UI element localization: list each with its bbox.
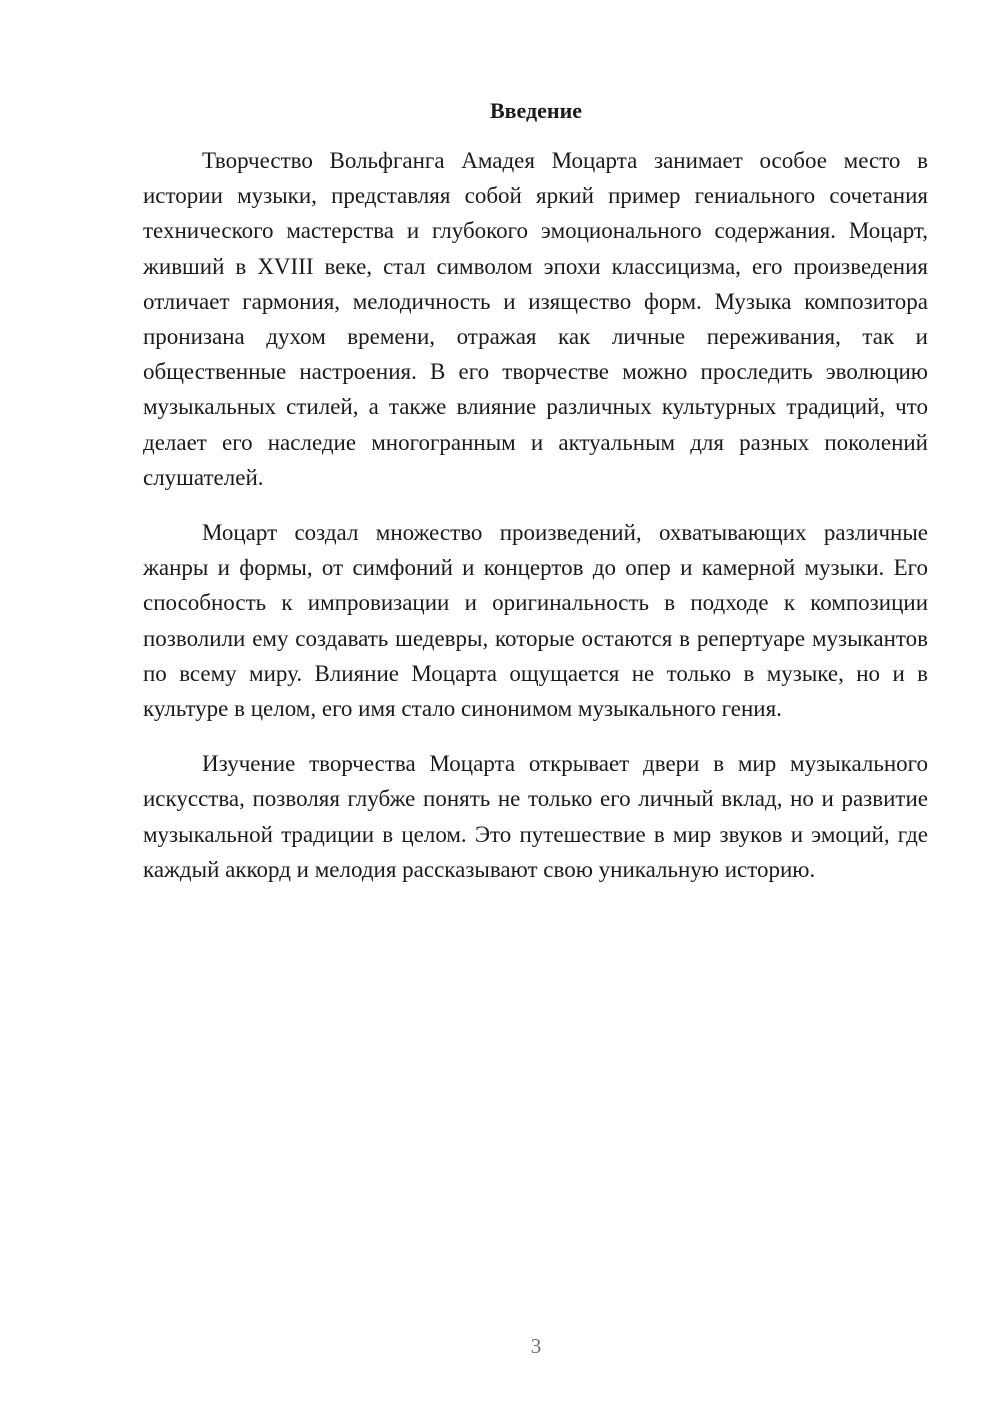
- paragraph-2: Моцарт создал множество произведений, охватывающих различные жанры и формы, от симфоний и концертов до опер и камерной музыки. Его способность к импровизации и оригинальность в подходе к композиции позволили ему создавать шедевры, которые остаются в репертуаре музыкантов по всему миру. Влияние Моцарта ощущается не только в музыке, но и в культуре в целом, его имя стало синонимом музыкального гения.: [143, 520, 928, 722]
- paragraph-3: Изучение творчества Моцарта открывает двери в мир музыкального искусства, позволяя глубже понять не только его личный вклад, но и развитие музыкальной традиции в целом. Это путешествие в мир звуков и эмоций, где каждый аккорд и мелодия рассказывают свою уникальную историю.: [143, 751, 928, 882]
- section-heading: Введение: [489, 98, 583, 123]
- body-text: [143, 143, 928, 907]
- page-number: 3: [530, 1334, 542, 1358]
- paragraph-1: Творчество Вольфганга Амадея Моцарта занимает особое место в истории музыки, представляя собой яркий пример гениального сочетания технического мастерства и глубокого эмоционального содержания. Моцарт, живший в XVIII веке, стал символом эпохи классицизма, его произведения отличает гармония, мелодичность и изящество форм. Музыка композитора пронизана духом времени, отражая как личные переживания, так и общественные настроения. В его творчестве можно проследить эволюцию музыкальных стилей, а также влияние различных культурных традиций, что делает его наследие многогранным и актуальным для разных поколений слушателей.: [143, 148, 928, 490]
